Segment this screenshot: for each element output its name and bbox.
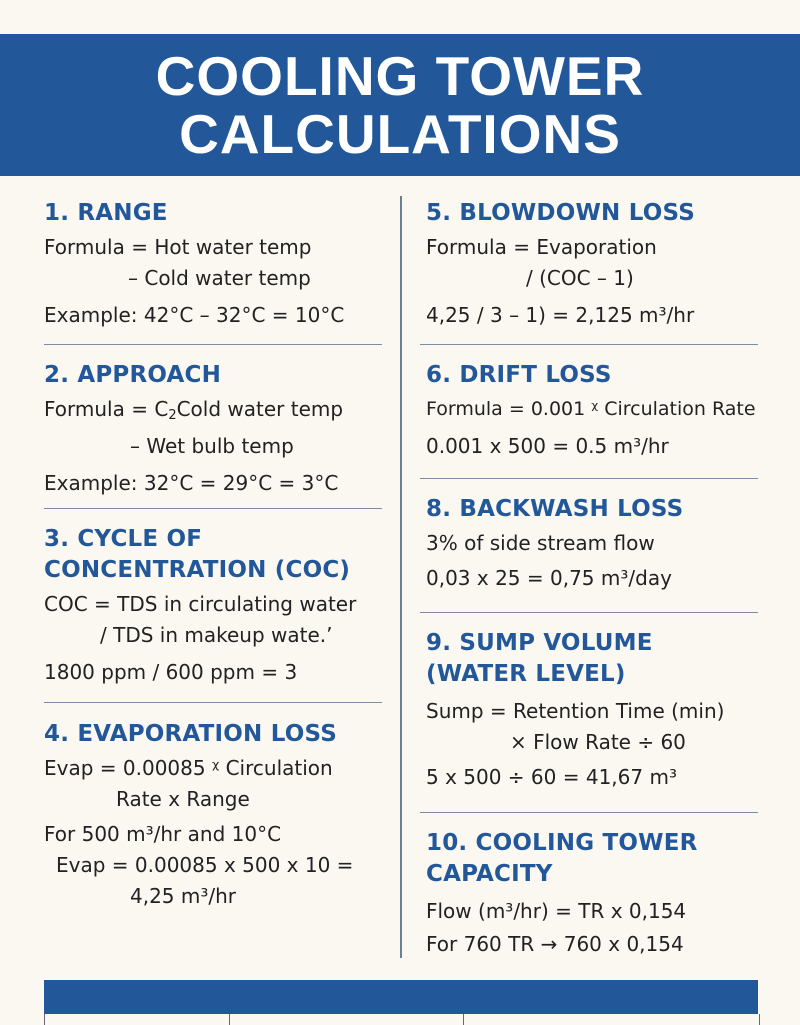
table-cell-divider [229, 1014, 230, 1025]
section-heading: 2. APPROACH [44, 362, 222, 388]
section-evaporation [44, 719, 353, 912]
formula-line: – Cold water temp [128, 266, 311, 290]
section-divider [44, 702, 382, 703]
formula-line: × Flow Rate ÷ 60 [510, 730, 686, 754]
formula-line: 3% of side stream flow [426, 531, 655, 555]
section-heading: 8. BACKWASH LOSS [426, 496, 684, 522]
page-title-line-1: COOLING TOWER [155, 45, 645, 107]
formula-line: Formula = $C_2Cold$ water temp [44, 397, 344, 423]
formula-line: / (COC – 1) [526, 266, 634, 290]
section-divider [420, 344, 758, 345]
section-divider [420, 612, 758, 613]
section-range [44, 198, 344, 331]
section-blowdown [426, 198, 695, 331]
section-divider [420, 478, 758, 479]
example-line: For 760 TR → 760 x 0,154 [426, 932, 684, 956]
example-line: Example: 42°C – 32°C = 10°C [44, 303, 345, 327]
example-line: 5 x 500 ÷ 60 = 41,67 m³ [426, 765, 677, 789]
section-divider [44, 508, 382, 509]
top-margin [0, 0, 800, 34]
formula-line: Formula = Hot water temp [44, 235, 312, 259]
formula-line: Evap = 0.00085 ᵡ Circulation [44, 756, 333, 780]
formula-line: Flow (m³/hr) = TR x 0,154 [426, 899, 687, 923]
section-divider [44, 344, 382, 345]
formula-line: Sump = Retention Time (min) [426, 699, 725, 723]
section-drift [426, 360, 756, 462]
formula-line: / TDS in makeup wate.’ [100, 623, 333, 647]
footer-table-row [44, 1014, 760, 1025]
section-heading: 10. COOLING TOWER CAPACITY [426, 830, 698, 887]
example-line: 4,25 / 3 – 1) = 2,125 m³/hr [426, 303, 695, 327]
section-heading: 3. CYCLE OF CONCENTRATION (COC) [44, 526, 351, 583]
section-sump-volume [426, 628, 724, 793]
section-approach [44, 360, 343, 499]
section-heading: 1. RANGE [44, 200, 168, 226]
formula-line: COC = TDS in circulating water [44, 592, 357, 616]
example-line: 1800 ppm / 600 ppm = 3 [44, 660, 298, 684]
section-heading: 5. BLOWDOWN LOSS [426, 200, 695, 226]
example-line: 4,25 m³/hr [130, 884, 237, 908]
footer-table-header [44, 980, 758, 1014]
example-line: Evap = 0.00085 x 500 x 10 = [56, 853, 354, 877]
formula-line: Formula = Evaporation [426, 235, 657, 259]
section-heading: 9. SUMP VOLUME (WATER LEVEL) [426, 630, 653, 687]
example-line: 0,03 x 25 = 0,75 m³/day [426, 566, 672, 590]
column-divider [400, 196, 402, 958]
example-line: Example: 32°C = 29°C = 3°C [44, 471, 339, 495]
section-capacity [426, 828, 698, 960]
title-banner [0, 34, 800, 176]
page-title-line-2: CALCULATIONS [179, 103, 621, 165]
formula-line: Rate x Range [116, 787, 250, 811]
section-divider [420, 812, 758, 813]
section-coc [44, 524, 356, 688]
example-line: 0.001 x 500 = 0.5 m³/hr [426, 434, 669, 458]
example-line: For 500 m³/hr and 10°C [44, 822, 282, 846]
section-heading: 4. EVAPORATION LOSS [44, 721, 337, 747]
formula-line: Formula = 0.001 ᵡ Circulation Rate [426, 398, 756, 420]
section-backwash [426, 494, 683, 594]
formula-line: – Wet bulb temp [130, 434, 294, 458]
table-cell-divider [463, 1014, 464, 1025]
section-heading: 6. DRIFT LOSS [426, 362, 612, 388]
